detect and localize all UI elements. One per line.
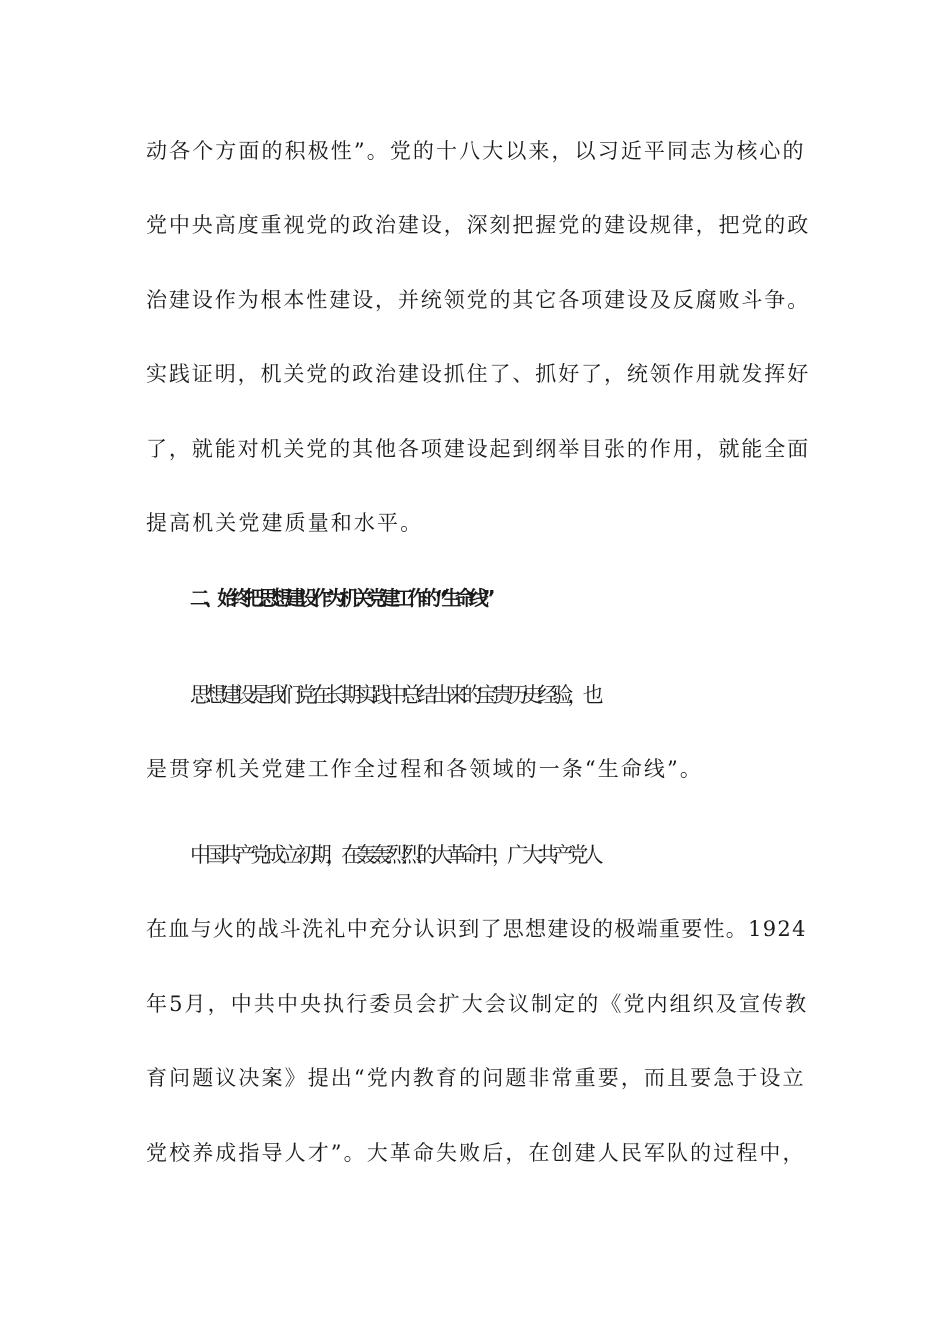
paragraph-line: 思想建设是我们党在长期实践中总结出来的宝贵历史经验，也 bbox=[190, 683, 598, 707]
paragraph-line: 党校养成指导人才”。大革命失败后，在创建人民军队的过程中， bbox=[146, 1141, 806, 1165]
section-heading: 二、始终把思想建设作为机关党建工作的“生命线” bbox=[190, 586, 490, 610]
paragraph-line: 了，就能对机关党的其他各项建设起到纲举目张的作用，就能全面 bbox=[146, 437, 811, 461]
paragraph-line: 在血与火的战斗洗礼中充分认识到了思想建设的极端重要性。1924 bbox=[146, 917, 807, 941]
paragraph-line: 育问题议决案》提出“党内教育的问题非常重要，而且要急于设立 bbox=[146, 1066, 806, 1090]
paragraph-line: 提高机关党建质量和水平。 bbox=[146, 511, 424, 535]
paragraph-line: 实践证明，机关党的政治建设抓住了、抓好了，统领作用就发挥好 bbox=[146, 362, 811, 386]
paragraph-line: 年5月，中共中央执行委员会扩大会议制定的《党内组织及宣传教 bbox=[146, 992, 809, 1016]
paragraph-line: 动各个方面的积极性”。党的十八大以来，以习近平同志为核心的 bbox=[146, 139, 806, 163]
paragraph-line: 党中央高度重视党的政治建设，深刻把握党的建设规律，把党的政 bbox=[146, 213, 811, 237]
paragraph-line: 治建设作为根本性建设，并统领党的其它各项建设及反腐败斗争。 bbox=[146, 288, 811, 312]
paragraph-line: 中国共产党成立初期，在轰轰烈烈的大革命中，广大共产党人 bbox=[190, 843, 598, 867]
paragraph-line: 是贯穿机关党建工作全过程和各领域的一条“生命线”。 bbox=[146, 757, 703, 781]
